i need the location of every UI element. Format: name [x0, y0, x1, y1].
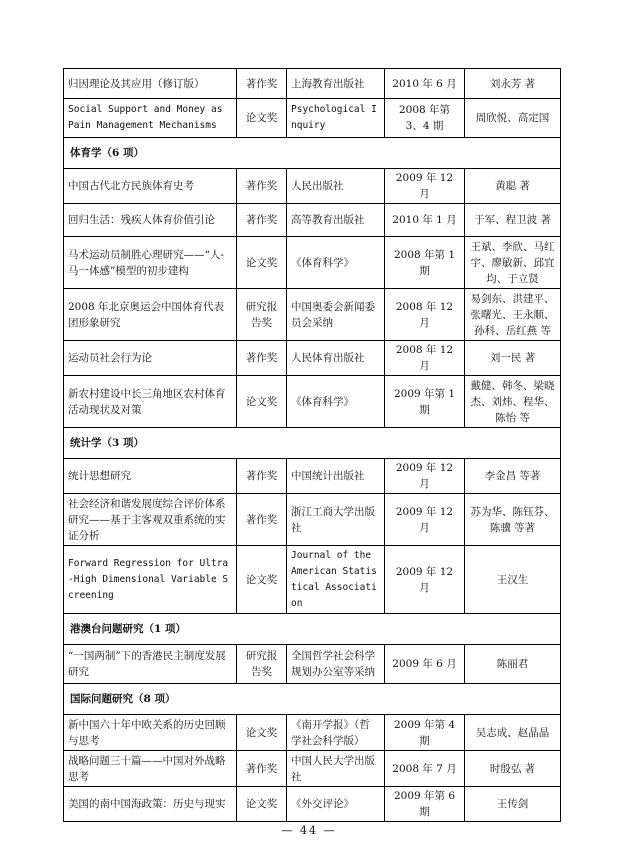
title-cell: 社会经济和谐发展度综合评价体系研究——基于主客观双重系统的实证分析 [64, 494, 237, 546]
award-type-cell: 论文奖 [237, 787, 287, 822]
award-type-cell: 论文奖 [237, 237, 287, 289]
date-cell: 2008 年第 3、4 期 [385, 99, 465, 138]
date-cell: 2009 年 6 月 [385, 645, 465, 684]
awards-table [63, 68, 561, 822]
title-cell: 回归生活：残疾人体育价值引论 [64, 204, 237, 237]
date-cell: 2009 年 12 月 [385, 169, 465, 204]
page-number: — 44 — [281, 824, 337, 837]
author-cell: 黄聪 著 [465, 169, 561, 204]
date-cell: 2008 年 7 月 [385, 751, 465, 787]
publisher-cell: 人民出版社 [287, 169, 385, 204]
publisher-cell: 高等教育出版社 [287, 204, 385, 237]
title-cell: “一国两制”下的香港民主制度发展研究 [64, 645, 237, 684]
title-cell: 运动员社会行为论 [64, 341, 237, 376]
award-type-cell: 论文奖 [237, 376, 287, 428]
award-type-cell: 著作奖 [237, 459, 287, 494]
award-type-cell: 著作奖 [237, 751, 287, 787]
section-row [64, 684, 561, 715]
title-cell: 新农村建设中长三角地区农村体育活动现状及对策 [64, 376, 237, 428]
author-cell: 王传剑 [465, 787, 561, 822]
publisher-cell: 中国统计出版社 [287, 459, 385, 494]
table-row [64, 459, 561, 494]
date-cell: 2010 年 6 月 [385, 69, 465, 99]
date-cell: 2008 年第 1 期 [385, 237, 465, 289]
table-row [64, 204, 561, 237]
title-cell: 统计思想研究 [64, 459, 237, 494]
publisher-cell: Psychological Inquiry [287, 99, 385, 138]
award-type-cell: 研究报告奖 [237, 645, 287, 684]
award-type-cell: 著作奖 [237, 169, 287, 204]
award-type-cell: 论文奖 [237, 715, 287, 751]
table-row [64, 69, 561, 99]
title-cell: Social Support and Money as Pain Management Mechanisms [64, 99, 237, 138]
publisher-cell: 上海教育出版社 [287, 69, 385, 99]
table-row [64, 169, 561, 204]
title-cell: 新中国六十年中欧关系的历史回顾与思考 [64, 715, 237, 751]
date-cell: 2010 年 1 月 [385, 204, 465, 237]
date-cell: 2009 年 12 月 [385, 546, 465, 614]
date-cell: 2009 年第 6 期 [385, 787, 465, 822]
section-heading: 体育学（6 项） [64, 138, 561, 169]
author-cell: 易剑东、洪建平、张曙光、王永顺、孙科、岳红燕 等 [465, 289, 561, 341]
title-cell: 归因理论及其应用（修订版） [64, 69, 237, 99]
publisher-cell: 人民体育出版社 [287, 341, 385, 376]
author-cell: 王斌、李欣、马红宇、廖敏新、邱宜均、于立贤 [465, 237, 561, 289]
publisher-cell: Journal of the American Statistical Association [287, 546, 385, 614]
section-row [64, 614, 561, 645]
award-type-cell: 著作奖 [237, 494, 287, 546]
author-cell: 刘一民 著 [465, 341, 561, 376]
author-cell: 时殷弘 著 [465, 751, 561, 787]
table-row [64, 341, 561, 376]
title-cell: 战略问题三十篇——中国对外战略思考 [64, 751, 237, 787]
title-cell: 中国古代北方民族体育史考 [64, 169, 237, 204]
table-row [64, 645, 561, 684]
table-row [64, 715, 561, 751]
publisher-cell: 《体育科学》 [287, 376, 385, 428]
publisher-cell: 《南开学报》（哲学社会科学版） [287, 715, 385, 751]
table-row [64, 376, 561, 428]
award-type-cell: 论文奖 [237, 99, 287, 138]
award-type-cell: 研究报告奖 [237, 289, 287, 341]
table-row [64, 494, 561, 546]
author-cell: 于军、程卫波 著 [465, 204, 561, 237]
section-row [64, 428, 561, 459]
author-cell: 王汉生 [465, 546, 561, 614]
publisher-cell: 《体育科学》 [287, 237, 385, 289]
table-row [64, 289, 561, 341]
publisher-cell: 浙江工商大学出版社 [287, 494, 385, 546]
date-cell: 2009 年第 1 期 [385, 376, 465, 428]
section-heading: 国际问题研究（8 项） [64, 684, 561, 715]
award-type-cell: 著作奖 [237, 69, 287, 99]
table-row [64, 787, 561, 822]
publisher-cell: 《外交评论》 [287, 787, 385, 822]
title-cell: 2008 年北京奥运会中国体育代表团形象研究 [64, 289, 237, 341]
publisher-cell: 中国奥委会新闻委员会采纳 [287, 289, 385, 341]
date-cell: 2009 年 12 月 [385, 459, 465, 494]
author-cell: 周欣悦、高定国 [465, 99, 561, 138]
award-type-cell: 著作奖 [237, 204, 287, 237]
section-heading: 港澳台问题研究（1 项） [64, 614, 561, 645]
author-cell: 戴健、韩冬、梁晓杰、刘炜、程华、陈怡 等 [465, 376, 561, 428]
title-cell: Forward Regression for Ultra-High Dimensional Variable Screening [64, 546, 237, 614]
date-cell: 2009 年 12 月 [385, 494, 465, 546]
author-cell: 刘永芳 著 [465, 69, 561, 99]
title-cell: 美国的南中国海政策：历史与现实 [64, 787, 237, 822]
publisher-cell: 全国哲学社会科学规划办公室等采纳 [287, 645, 385, 684]
author-cell: 吴志成、赵晶晶 [465, 715, 561, 751]
section-row [64, 138, 561, 169]
publisher-cell: 中国人民大学出版社 [287, 751, 385, 787]
table-row [64, 751, 561, 787]
date-cell: 2008 年 12 月 [385, 341, 465, 376]
author-cell: 李金昌 等著 [465, 459, 561, 494]
table-row [64, 546, 561, 614]
table-row [64, 237, 561, 289]
date-cell: 2009 年第 4 期 [385, 715, 465, 751]
date-cell: 2008 年 12 月 [385, 289, 465, 341]
table-row [64, 99, 561, 138]
section-heading: 统计学（3 项） [64, 428, 561, 459]
author-cell: 陈丽君 [465, 645, 561, 684]
award-type-cell: 著作奖 [237, 341, 287, 376]
award-type-cell: 论文奖 [237, 546, 287, 614]
title-cell: 马术运动员制胜心理研究——“人-马一体感”模型的初步建构 [64, 237, 237, 289]
author-cell: 苏为华、陈钰芬、陈骥 等著 [465, 494, 561, 546]
